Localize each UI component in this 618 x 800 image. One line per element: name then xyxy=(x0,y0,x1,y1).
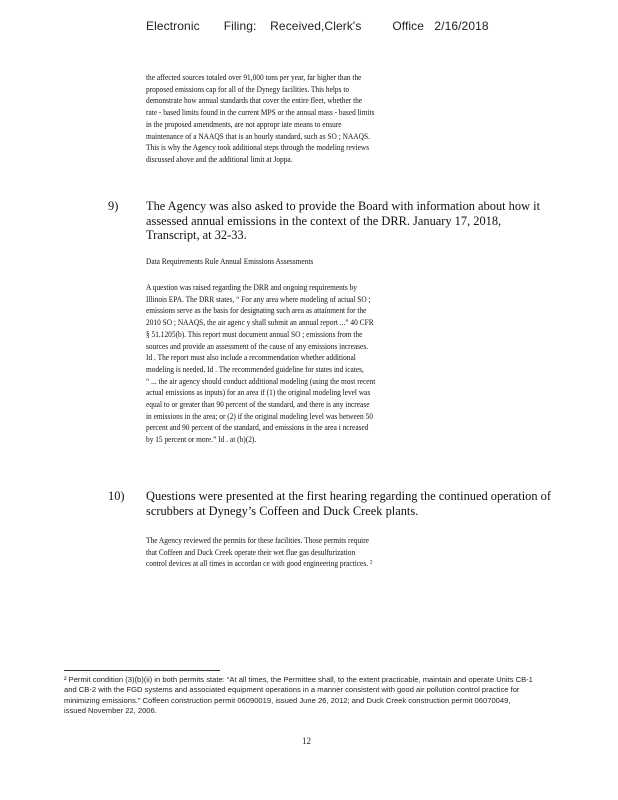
filing-header: Electronic Filing: Received,Clerk's Office 2/16/2018 xyxy=(146,19,489,33)
text-line: sources and provide an assessment of the cause of any emissions increases. xyxy=(146,340,369,351)
section-subheading: Data Requirements Rule Annual Emissions Assessments xyxy=(146,256,314,266)
dra-paragraph xyxy=(146,282,546,446)
text-line: This is why the Agency took additional steps through the modeling reviews xyxy=(146,142,370,153)
text-line: in emissions in the area; or (2) if the original modeling level was between 50 xyxy=(146,410,373,421)
text-line: Illinois EPA. The DRR states, “ For any area where modeling of actual SO ; xyxy=(146,293,371,304)
intro-paragraph xyxy=(146,72,546,166)
text-line: in the proposed amendments, are not appropr iate means to ensure xyxy=(146,118,342,129)
item-text: Questions were presented at the first hearing regarding the continued operation of scrubbers at Dynegy’s Coffeen and Duck Creek plants. xyxy=(146,489,551,518)
text-line: Id . The report must also include a recommendation whether additional xyxy=(146,352,356,363)
text-line: equal to or greater than 90 percent of the standard, and there is any increase xyxy=(146,399,370,410)
text-line: § 51.1205(b). This report must document annual SO ; emissions from the xyxy=(146,328,363,339)
text-line: 2010 SO ; NAAQS, the air agenc y shall submit an annual report ...” 40 CFR xyxy=(146,317,374,328)
text-line: maintenance of a NAAQS that is an hourly standard, such as SO ; NAAQS. xyxy=(146,130,370,141)
item-text: The Agency was also asked to provide the Board with information about how it assessed annual emissions in the context of the DRR. January 17, 2018, Transcript, at 32-33. xyxy=(146,199,541,243)
text-line: emissions serve as the basis for designating such area as attainment for the xyxy=(146,305,367,316)
text-line: rate - based limits found in the current MPS or the annual mass - based limits xyxy=(146,107,375,118)
text-line: by 15 percent or more.” Id . at (b)(2). xyxy=(146,434,257,445)
item-number: 10) xyxy=(108,489,125,503)
text-line: discussed above and the additional limit at Joppa. xyxy=(146,153,293,164)
text-line: modeling is needed. Id . The recommended guideline for states ind icates, xyxy=(146,363,364,374)
text-line: actual emissions as inputs) for an area if (1) the original modeling level was xyxy=(146,387,371,398)
text-line: the affected sources totaled over 91,000 tons per year, far higher than the xyxy=(146,72,362,82)
item-number: 9) xyxy=(108,199,119,213)
text-line: control devices at all times in accordan ce with good engineering practices. ² xyxy=(146,558,373,569)
page-number: 12 xyxy=(302,736,311,746)
text-line: that Coffeen and Duck Creek operate their wet flue gas desulfurization xyxy=(146,546,356,557)
text-line: demonstrate how annual standards that cover the entire fleet, whether the xyxy=(146,95,363,106)
footnote-divider xyxy=(64,670,220,671)
text-line: A question was raised regarding the DRR and ongoing requirements by xyxy=(146,282,358,292)
agency-paragraph xyxy=(146,535,546,570)
text-line: proposed emissions cap for all of the Dynegy facilities. This helps to xyxy=(146,83,350,94)
text-line: The Agency reviewed the permits for these facilities. Those permits require xyxy=(146,535,369,545)
text-line: percent and 90 percent of the standard, and emissions in the area i ncreased xyxy=(146,422,369,433)
footnote: ² Permit condition (3)(b)(ii) in both permits state: “At all times, the Permittee shall, to the extent practicable, maintain and operate Units CB-1 and CB-2 with the FGD systems and associated equipment operations in a manner consistent with good air pollution control practice for minimizing emissions.” Coffeen construction permit 06090019, issued June 26, 2012; and Duck Creek construction permit 06070049, issued November 22, 2006. xyxy=(64,675,533,715)
text-line: “ ... the air agency should conduct additional modeling (using the most recent xyxy=(146,375,376,386)
